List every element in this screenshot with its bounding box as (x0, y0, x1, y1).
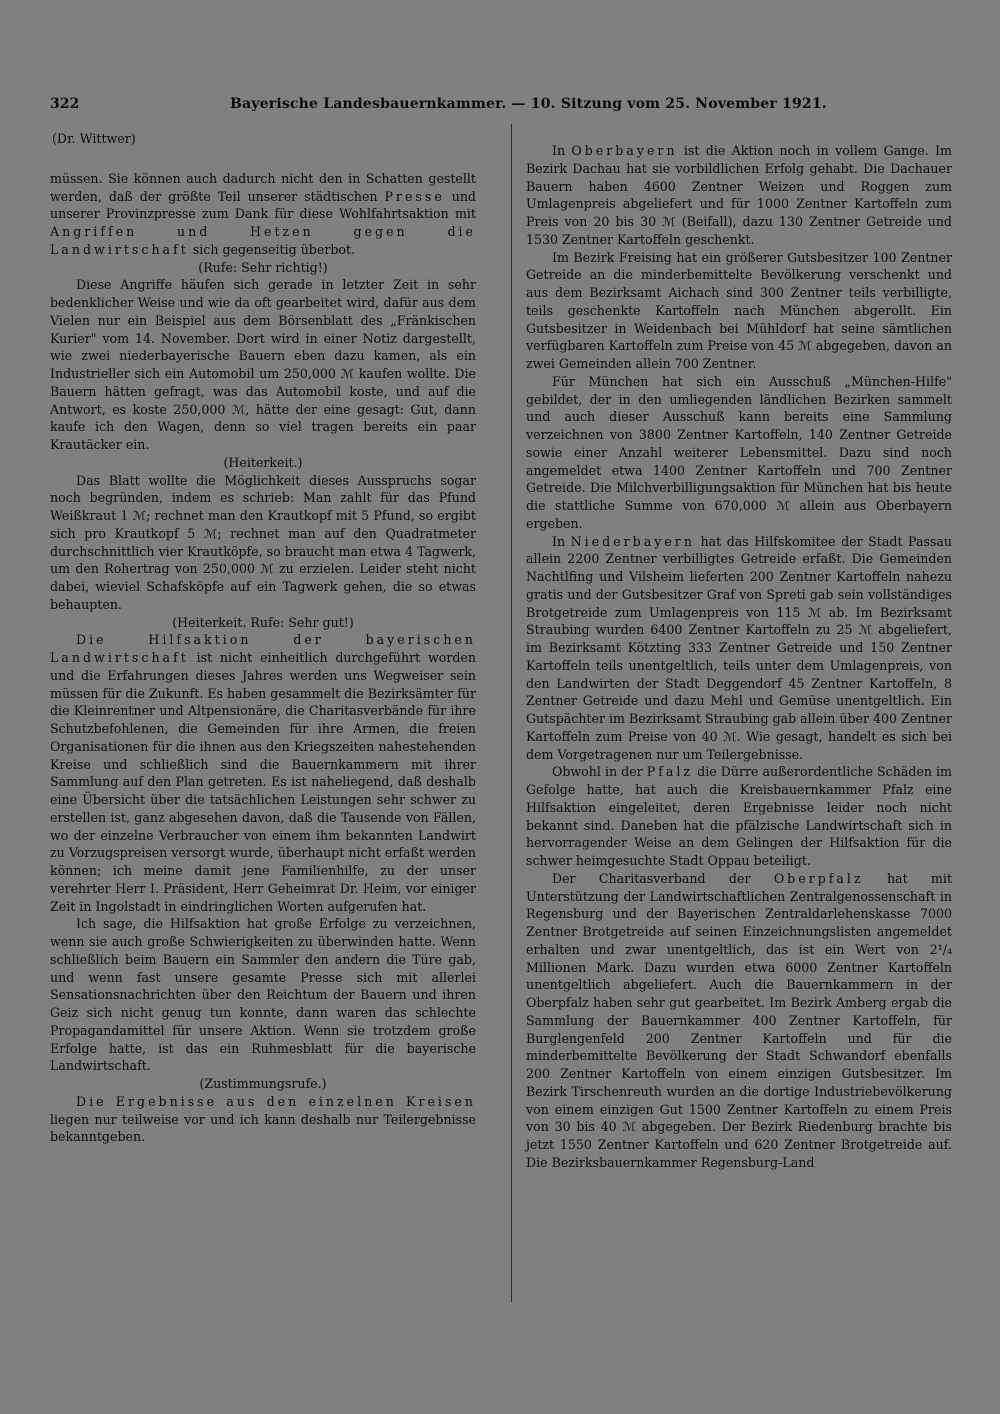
right-column (526, 142, 952, 1172)
text-span: und unserer Provinzpresse zum Dank für diese Wohlfahrtsaktion mit (50, 188, 476, 222)
running-head: Bayerische Landesbauernkammer. — 10. Sitzung vom 25. November 1921. (230, 96, 827, 112)
speaker-label: (Dr. Wittwer) (52, 131, 136, 146)
interjection: (Heiterkeit.) (223, 454, 303, 470)
page-header (50, 96, 950, 118)
paragraph (526, 870, 952, 1172)
text-span: sich gegenseitig überbot. (188, 241, 356, 257)
interjection: (Rufe: Sehr richtig!) (198, 259, 328, 275)
spaced-text: Niederbayern (570, 533, 695, 549)
text-span: ist nicht einheitlich durchgeführt worden und die Erfahrungen dieses Jahres werden uns Wegweiser sein müssen für die Zukunft. Es haben gesammelt die Bezirksämter für die Kleinrentner und Altpensionäre, die Charitasverbände für ihre Schutzbefohlenen, die Gemeinden für ihre Armen, die freien Organisationen für die ihnen aus den Kriegszeiten nahestehenden Kreise und schließlich sind die Bauernkammern mit ihrer Sammlung auf den Plan getreten. Es ist naheliegend, daß deshalb eine Übersicht über die tatsächlichen Leistungen sehr schwer zu erstellen ist, ganz abgesehen davon, daß die Tausende von Fällen, wo der einzelne Verbraucher von einem ihm bekannten Landwirt zu Vorzugspreisen versorgt wurde, überhaupt nicht erfaßt werden können; ich meine damit jene Familienhilfe, zu der unser verehrter Herr I. Präsident, Herr Geheimrat Dr. Heim, vor einiger Zeit in Ingolstadt in eindringlichen Worten aufgerufen hat. (50, 650, 476, 914)
text-span: liegen nur teilweise vor und ich kann deshalb nur Teilergebnisse bekanntgeben. (50, 1111, 476, 1145)
paragraph (526, 763, 952, 870)
spaced-text: Die Hilfsaktion der bayerischen Landwirtschaft (50, 632, 476, 665)
text-span: hat das Hilfskomitee der Stadt Passau allein 2200 Zentner verbilligtes Getreide erfaßt. Die Gemeinden Nachtlfing und Vilsheim lieferten 200 Zentner Kartoffeln nahezu gratis und der Gutsbesitzer Graf von Spreti gab sein vollständiges Brotgetreide zum Umlagenpreis von 115 ℳ ab. Im Bezirksamt Straubing wurden 6400 Zentner Kartoffeln zu 25 ℳ abgeliefert, im Bezirksamt Kötzting 333 Zentner Getreide und 150 Zentner Kartoffeln teils unentgeltlich, teils unter dem Umlagenpreis, von den Landwirten der Stadt Deggendorf 45 Zentner Kartoffeln, 8 Zentner Getreide und dazu Mehl und Gemüse unentgeltlich. Ein Gutspächter im Bezirksamt Straubing gab allein über 400 Zentner Kartoffeln zum Preise von 40 ℳ. Wie gesagt, handelt es sich bei dem Vorgetragenen nur um Teilergebnisse. (526, 533, 952, 762)
left-column (50, 130, 476, 1146)
text-span: müssen. Sie können auch dadurch nicht den in Schatten gestellt werden, daß der größte Teil unserer städtischen (50, 170, 476, 204)
text-span: In (552, 143, 572, 158)
spaced-text: Presse (384, 188, 445, 204)
interjection: (Zustimmungsrufe.) (199, 1076, 327, 1091)
spaced-text: Oberpfalz (773, 870, 864, 886)
paragraph: Diese Angriffe häufen sich gerade in letzter Zeit in sehr bedenklicher Weise und wie da oft gearbeitet wird, dafür aus dem Vielen nur ein Beispiel aus dem Börsenblatt des „Fränkischen Kurier" vom 14. November. Dort wird in einer Notiz dargestellt, wie zwei niederbayerische Bauern eben dazu kamen, als ein Industrieller sich ein Automobil um 250,000 ℳ kaufen wollte. Die Bauern hätten gefragt, was das Automobil koste, und auf die Antwort, es koste 250,000 ℳ, hätte der eine gesagt: Gut, dann kaufe ich den Wagen, denn so viel tragen bereits ein paar Krautäcker ein. (50, 277, 476, 452)
text-span: Obwohl in der (552, 764, 647, 780)
page-number: 322 (50, 96, 80, 112)
spaced-text: Oberbayern (571, 143, 678, 158)
paragraph: Ich sage, die Hilfsaktion hat große Erfolge zu verzeichnen, wenn sie auch große Schwierigkeiten zu überwinden hatte. Wenn schließlich beim Bauern ein Sammler den andern die Türe gab, und wenn fast unsere gesamte Presse sich mit allerlei Sensationsnachrichten über den Reichtum der Bauern und ihren Geiz sich nicht genug tun konnte, dann waren das schlechte Propagandamittel für unsere Aktion. Wenn sie trotzdem große Erfolge hatte, ist das ein Ruhmesblatt für die bayerische Landwirtschaft. (50, 916, 476, 1074)
column-divider (511, 124, 512, 1302)
text-span: hat mit Unterstützung der Landwirtschaftlichen Zentralgenossenschaft in Regensburg und der Bayerischen Zentraldarlehenskasse 7000 Zentner Brotgetreide auf seinen Einzeichnungslisten angemeldet erhalten und zwar unentgeltlich, das ist ein Wert von 2¹/₄ Millionen Mark. Dazu wurden etwa 6000 Zentner Kartoffeln unentgeltlich abgeliefert. Auch die Bauernkammern in der Oberpfalz haben sehr gut gearbeitet. Im Bezirk Amberg ergab die Sammlung der Bauernkammer 400 Zentner Kartoffeln, für Burglengenfeld 200 Zentner Kartoffeln und für die minderbemittelte Bevölkerung der Stadt Schwandorf ebenfalls 200 Zentner Kartoffeln von einem einzigen Gutsbesitzer. Im Bezirk Tirschenreuth wurden an die dortige Industriebevölkerung von einem einzigen Gut 1500 Zentner Kartoffeln zu einem Preis von 30 bis 40 ℳ abgegeben. Der Bezirk Riedenburg brachte bis jetzt 1550 Zentner Kartoffeln und 620 Zentner Brotgetreide auf. Die Bezirksbauernkammer Regensburg-Land (526, 870, 953, 1170)
paragraph (526, 533, 952, 764)
text-span: die Dürre außerordentliche Schäden im Gefolge hatte, hat auch die Kreisbauernkammer Pfalz eine Hilfsaktion eingeleitet, deren Ergebnisse leider noch nicht bekannt sind. Daneben hat die pfälzische Landwirtschaft sich in hervorragender Weise an dem Gelingen der Hilfsaktion für die schwer heimgesuchte Stadt Oppau beteiligt. (526, 764, 953, 868)
paragraph (50, 1093, 476, 1146)
spaced-text: Die Ergebnisse aus den einzelnen Kreisen (76, 1093, 476, 1109)
paragraph: Im Bezirk Freising hat ein größerer Gutsbesitzer 100 Zentner Getreide an die minderbemittelte Bevölkerung verschenkt und aus dem Bezirksamt Aichach sind 300 Zentner teils verbilligte, teils geschenkte Kartoffeln nach München abgerollt. Ein Gutsbesitzer in Weidenbach bei Mühldorf hat seine sämtlichen verfügbaren Kartoffeln zum Preise von 45 ℳ abgegeben, davon an zwei Gemeinden allein 700 Zentner. (526, 249, 952, 371)
text-span: Der Charitasverband der (552, 870, 774, 886)
paragraph: Für München hat sich ein Ausschuß „München-Hilfe" gebildet, der in den umliegenden ländlichen Bezirken sammelt und auch dieser Ausschuß kann bereits eine Sammlung verzeichnen von 3800 Zentner Kartoffeln, 140 Zentner Getreide sowie einer Anzahl weiterer Lebensmittel. Dazu sind noch angemeldet etwa 1400 Zentner Kartoffeln und 700 Zentner Getreide. Die Milchverbilligungsaktion für München hat bis heute die stattliche Summe von 670,000 ℳ allein aus Oberbayern ergeben. (526, 373, 952, 531)
paragraph: Das Blatt wollte die Möglichkeit dieses Ausspruchs sogar noch begründen, indem es schrieb: Man zahlt für das Pfund Weißkraut 1 ℳ; rechnet man den Krautkopf mit 5 Pfund, so ergibt sich pro Krautkopf 5 ℳ; rechnet man auf den Quadratmeter durchschnittlich vier Krautköpfe, so braucht man etwa 4 Tagwerk, um den Rohertrag von 250,000 ℳ zu erzielen. Leider steht nicht dabei, wieviel Schafsköpfe auf ein Tagwerk gehen, die so etwas behaupten. (50, 472, 476, 612)
text-span: In (552, 533, 571, 549)
paragraph (50, 170, 476, 259)
spaced-text: Angriffen und Hetzen gegen die Landwirtschaft (50, 224, 476, 257)
spaced-text: Pfalz (646, 764, 694, 780)
paragraph (50, 631, 476, 915)
text-span: ist die Aktion noch in vollem Gange. Im Bezirk Dachau hat sie vorbildlichen Erfolg gehabt. Die Dachauer Bauern haben 4600 Zentner Weizen und Roggen zum Umlagenpreis abgeliefert und für 1000 Zentner Kartoffeln zum Preis von 20 bis 30 ℳ (Beifall), dazu 130 Zentner Getreide und 1530 Zentner Kartoffeln geschenkt. (526, 143, 953, 247)
paragraph (526, 142, 952, 249)
interjection: (Heiterkeit. Rufe: Sehr gut!) (172, 614, 354, 630)
